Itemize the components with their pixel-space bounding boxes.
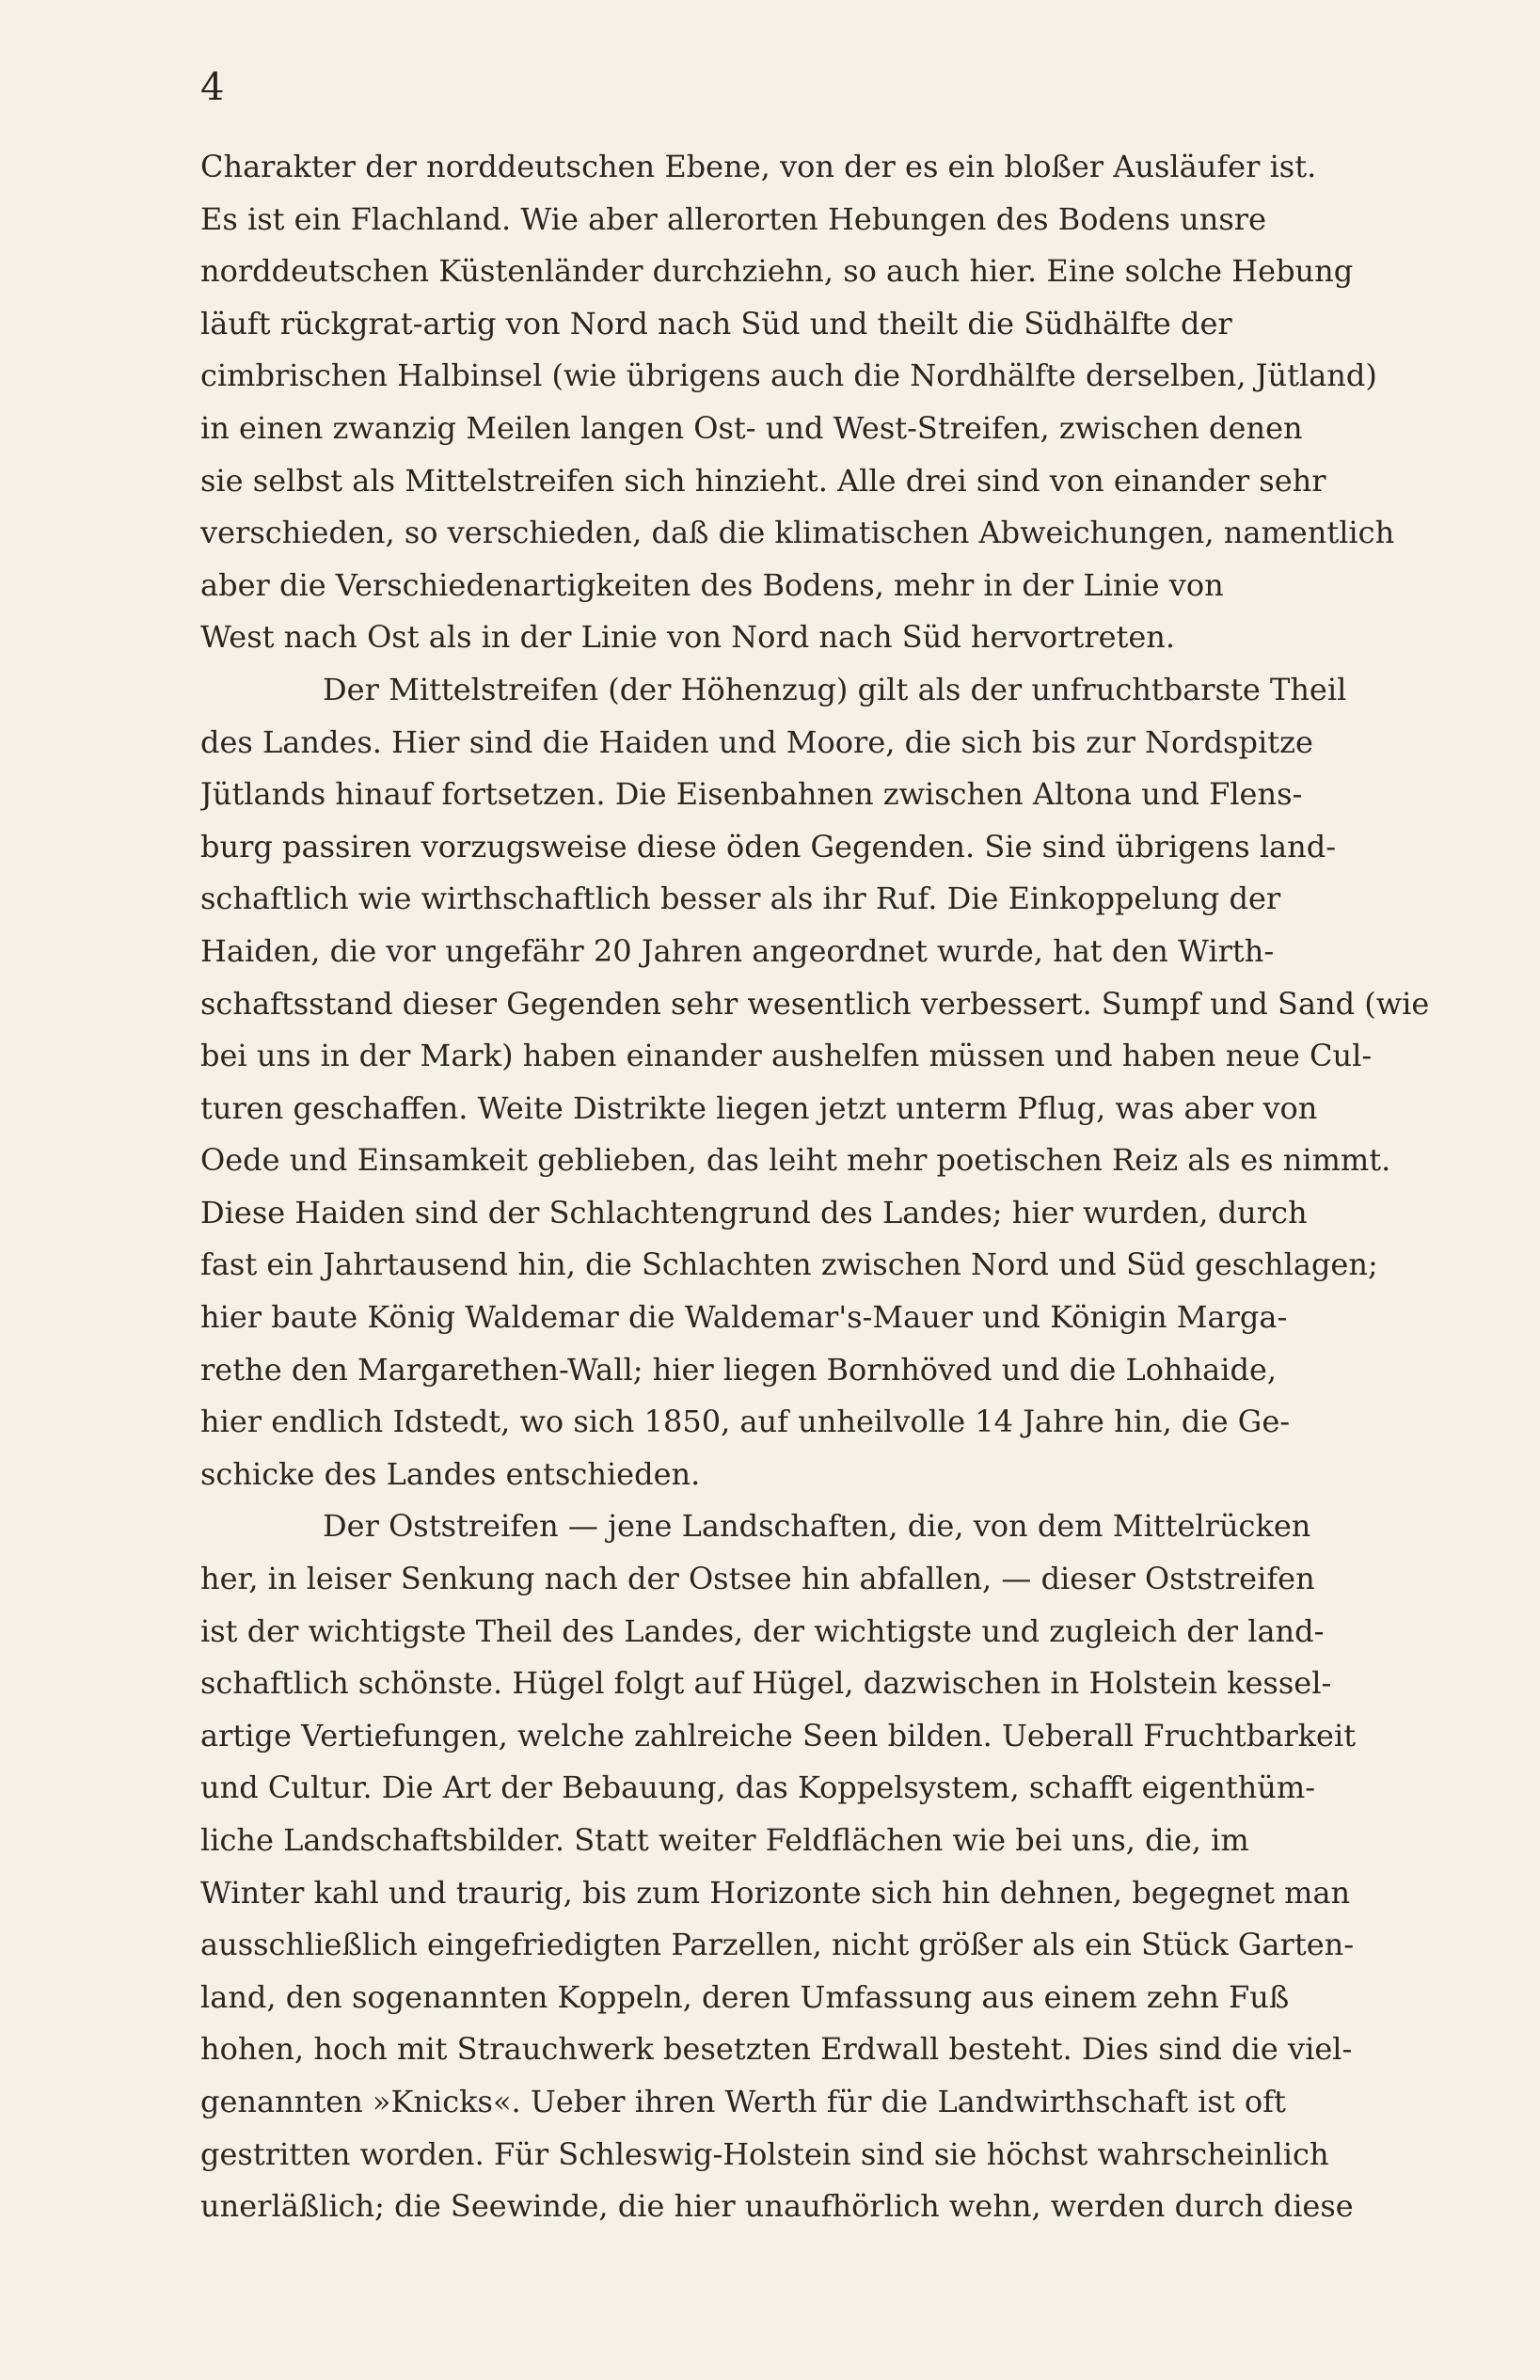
text-line: Oede und Einsamkeit geblieben, das leiht mehr poetischen Reiz als es nimmt. [200, 1142, 1391, 1179]
text-line: fast ein Jahrtausend hin, die Schlachten zwischen Nord und Süd geschlagen; [200, 1246, 1378, 1283]
page-number: 4 [200, 66, 225, 109]
text-line: schaftlich schönste. Hügel folgt auf Hügel, dazwischen in Holstein kessel- [200, 1665, 1332, 1702]
text-line: ist der wichtigste Theil des Landes, der wichtigste und zugleich der land- [200, 1612, 1325, 1649]
text-line: burg passiren vorzugsweise diese öden Gegenden. Sie sind übrigens land- [200, 828, 1337, 865]
text-line: hier baute König Waldemar die Waldemar's-Mauer und Königin Marga- [200, 1299, 1288, 1336]
body-text [200, 141, 1442, 2233]
paragraph-2 [200, 664, 1442, 1501]
text-line: cimbrischen Halbinsel (wie übrigens auch die Nordhälfte derselben, Jütland) [200, 357, 1377, 394]
text-line: Es ist ein Flachland. Wie aber allerorten Hebungen des Bodens unsre [200, 200, 1266, 237]
text-line: Diese Haiden sind der Schlachtengrund des Landes; hier wurden, durch [200, 1194, 1308, 1230]
text-line: turen geschaffen. Weite Distrikte liegen jetzt unterm Pflug, was aber von [200, 1089, 1318, 1126]
text-line: unerläßlich; die Seewinde, die hier unaufhörlich wehn, werden durch diese [200, 2188, 1354, 2225]
text-line: West nach Ost als in der Linie von Nord nach Süd hervortreten. [200, 619, 1176, 656]
text-line: hier endlich Idstedt, wo sich 1850, auf unheilvolle 14 Jahre hin, die Ge- [200, 1404, 1291, 1440]
text-line: Jütlands hinauf fortsetzen. Die Eisenbahnen zwischen Altona und Flens- [200, 776, 1303, 813]
text-line: land, den sogenannten Koppeln, deren Umfassung aus einem zehn Fuß [200, 1978, 1290, 2015]
text-line: rethe den Margarethen-Wall; hier liegen Bornhöved und die Lohhaide, [200, 1351, 1278, 1388]
text-line: schicke des Landes entschieden. [200, 1455, 701, 1492]
text-line: in einen zwanzig Meilen langen Ost- und West-Streifen, zwischen denen [200, 409, 1303, 446]
text-line: gestritten worden. Für Schleswig-Holstein sind sie höchst wahrscheinlich [200, 2135, 1329, 2172]
text-line: ausschließlich eingefriedigten Parzellen, nicht größer als ein Stück Garten- [200, 1927, 1355, 1963]
text-line: hohen, hoch mit Strauchwerk besetzten Erdwall besteht. Dies sind die viel- [200, 2031, 1353, 2068]
text-line: liche Landschaftsbilder. Statt weiter Feldflächen wie bei uns, die, im [200, 1822, 1249, 1858]
text-line: Winter kahl und traurig, bis zum Horizonte sich hin dehnen, begegnet man [200, 1874, 1351, 1911]
text-line: aber die Verschiedenartigkeiten des Bodens, mehr in der Linie von [200, 566, 1224, 603]
text-line: verschieden, so verschieden, daß die klimatischen Abweichungen, namentlich [200, 515, 1395, 551]
text-line: Der Oststreifen — jene Landschaften, die, von dem Mittelrücken [323, 1508, 1311, 1545]
text-line: genannten »Knicks«. Ueber ihren Werth für die Landwirthschaft ist oft [200, 2083, 1286, 2119]
text-line: schaftlich wie wirthschaftlich besser als ihr Ruf. Die Einkoppelung der [200, 881, 1281, 917]
text-line: her, in leiser Senkung nach der Ostsee hin abfallen, — dieser Oststreifen [200, 1561, 1315, 1597]
text-line: und Cultur. Die Art der Bebauung, das Koppelsystem, schafft eigenthüm- [200, 1769, 1316, 1806]
text-line: Der Mittelstreifen (der Höhenzug) gilt als der unfruchtbarste Theil [323, 671, 1347, 707]
text-line: läuft rückgrat-artig von Nord nach Süd und theilt die Südhälfte der [200, 305, 1232, 341]
text-line: sie selbst als Mittelstreifen sich hinzieht. Alle drei sind von einander sehr [200, 462, 1326, 499]
text-line: artige Vertiefungen, welche zahlreiche Seen bilden. Ueberall Fruchtbarkeit [200, 1717, 1357, 1753]
text-line: schaftsstand dieser Gegenden sehr wesentlich verbessert. Sumpf und Sand (wie [200, 985, 1430, 1022]
text-line: norddeutschen Küstenländer durchziehn, so auch hier. Eine solche Hebung [200, 253, 1354, 290]
text-line: des Landes. Hier sind die Haiden und Moore, die sich bis zur Nordspitze [200, 723, 1313, 760]
paragraph-3 [200, 1500, 1442, 2232]
text-line: Charakter der norddeutschen Ebene, von der es ein bloßer Ausläufer ist. [200, 149, 1317, 184]
paragraph-1 [200, 141, 1442, 664]
text-line: bei uns in der Mark) haben einander aushelfen müssen und haben neue Cul- [200, 1038, 1373, 1074]
text-line: Haiden, die vor ungefähr 20 Jahren angeordnet wurde, hat den Wirth- [200, 932, 1275, 969]
